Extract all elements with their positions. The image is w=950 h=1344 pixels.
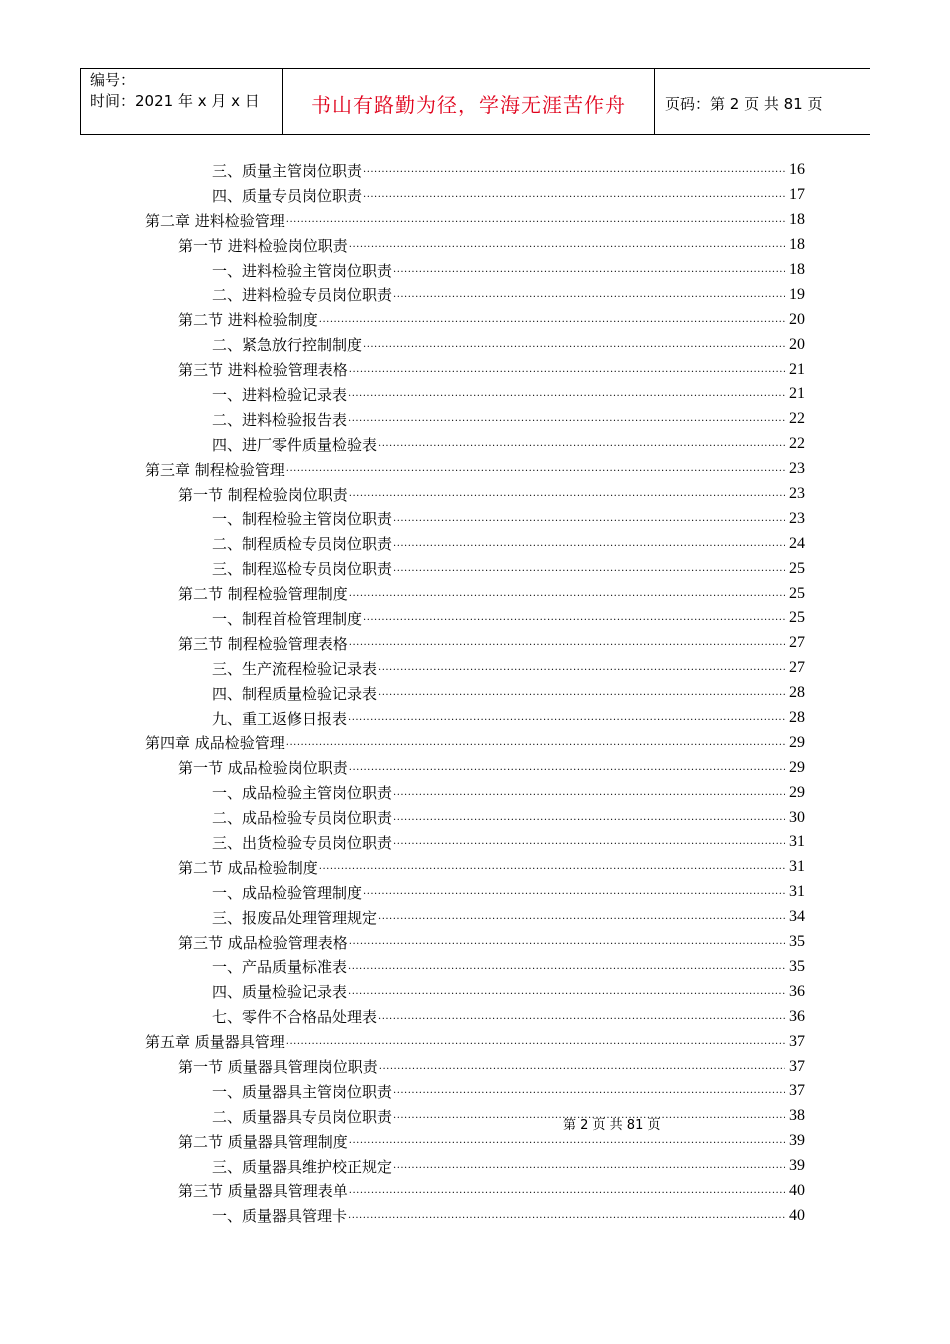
toc-entry-label: 三、出货检验专员岗位职责 <box>212 833 393 852</box>
toc-entry-label: 第四章 成品检验管理 <box>145 734 285 753</box>
toc-entry-label: 第二节 制程检验管理制度 <box>178 585 348 604</box>
toc-entry-label: 七、零件不合格品处理表 <box>212 1008 378 1027</box>
toc-entry-page: 23 <box>789 509 805 527</box>
toc-entry[interactable] <box>0 905 805 930</box>
toc-dot-leader <box>378 684 785 702</box>
toc-entry-label: 第一节 成品检验岗位职责 <box>178 759 348 778</box>
toc-dot-leader <box>349 634 785 652</box>
toc-dot-leader <box>286 734 785 752</box>
toc-entry-page: 27 <box>789 634 805 652</box>
toc-dot-leader <box>349 361 785 379</box>
toc-entry[interactable] <box>0 1154 805 1179</box>
toc-dot-leader <box>393 261 785 279</box>
toc-entry-page: 37 <box>789 1032 805 1050</box>
toc-dot-leader <box>349 759 785 777</box>
toc-entry[interactable] <box>0 930 805 955</box>
header-page-info <box>655 69 870 134</box>
toc-entry[interactable] <box>0 979 805 1004</box>
toc-dot-leader <box>393 1157 785 1175</box>
toc-entry-label: 一、产品质量标准表 <box>212 958 348 977</box>
toc-entry-label: 四、质量检验记录表 <box>212 983 348 1002</box>
toc-entry-label: 四、制程质量检验记录表 <box>212 684 378 703</box>
toc-entry-page: 31 <box>789 883 805 901</box>
toc-entry-label: 第三节 制程检验管理表格 <box>178 634 348 653</box>
toc-entry[interactable] <box>0 233 805 258</box>
toc-entry-page: 25 <box>789 609 805 627</box>
toc-entry-page: 35 <box>789 933 805 951</box>
toc-dot-leader <box>393 833 785 851</box>
toc-entry[interactable] <box>0 1004 805 1029</box>
toc-entry-page: 23 <box>789 460 805 478</box>
toc-dot-leader <box>378 659 785 677</box>
toc-entry[interactable] <box>0 506 805 531</box>
toc-dot-leader <box>363 336 785 354</box>
toc-entry-page: 24 <box>789 534 805 552</box>
toc-entry-label: 二、成品检验专员岗位职责 <box>212 809 393 828</box>
toc-entry-label: 一、进料检验记录表 <box>212 385 348 404</box>
toc-entry-page: 17 <box>789 186 805 204</box>
toc-entry-page: 21 <box>789 360 805 378</box>
toc-entry-page: 20 <box>789 310 805 328</box>
toc-entry-page: 23 <box>789 485 805 503</box>
toc-entry[interactable] <box>0 1104 805 1129</box>
page-header <box>80 68 870 135</box>
toc-entry-page: 40 <box>789 1206 805 1224</box>
toc-entry-page: 21 <box>789 385 805 403</box>
toc-entry-label: 第三节 质量器具管理表单 <box>178 1182 348 1201</box>
toc-entry[interactable] <box>0 208 805 233</box>
toc-entry-page: 25 <box>789 584 805 602</box>
toc-entry[interactable] <box>0 805 805 830</box>
toc-dot-leader <box>348 709 785 727</box>
toc-entry-label: 二、质量器具专员岗位职责 <box>212 1107 393 1126</box>
toc-entry-label: 四、质量专员岗位职责 <box>212 186 363 205</box>
toc-entry-page: 25 <box>789 559 805 577</box>
toc-entry[interactable] <box>0 780 805 805</box>
toc-entry[interactable] <box>0 457 805 482</box>
toc-entry-page: 37 <box>789 1057 805 1075</box>
toc-entry[interactable] <box>0 282 805 307</box>
toc-dot-leader <box>393 809 785 827</box>
toc-entry[interactable] <box>0 755 805 780</box>
toc-entry-page: 39 <box>789 1157 805 1175</box>
toc-entry[interactable] <box>0 1029 805 1054</box>
toc-entry[interactable] <box>0 1179 805 1204</box>
toc-entry[interactable] <box>0 855 805 880</box>
toc-dot-leader <box>363 186 785 204</box>
toc-dot-leader <box>319 858 785 876</box>
toc-entry[interactable] <box>0 407 805 432</box>
toc-entry[interactable] <box>0 307 805 332</box>
toc-dot-leader <box>393 784 785 802</box>
toc-entry-page: 18 <box>789 211 805 229</box>
toc-entry-label: 第五章 质量器具管理 <box>145 1033 285 1052</box>
toc-entry[interactable] <box>0 730 805 755</box>
toc-entry-label: 一、制程检验主管岗位职责 <box>212 510 393 529</box>
toc-entry-page: 39 <box>789 1132 805 1150</box>
toc-dot-leader <box>393 510 785 528</box>
toc-entry-page: 22 <box>789 435 805 453</box>
toc-entry-page: 27 <box>789 659 805 677</box>
toc-entry-page: 29 <box>789 733 805 751</box>
toc-entry-label: 二、进料检验报告表 <box>212 410 348 429</box>
toc-entry-label: 第一节 进料检验岗位职责 <box>178 236 348 255</box>
toc-entry-page: 36 <box>789 982 805 1000</box>
toc-entry-label: 第三节 进料检验管理表格 <box>178 361 348 380</box>
toc-entry-label: 二、紧急放行控制制度 <box>212 336 363 355</box>
toc-entry[interactable] <box>0 706 805 731</box>
toc-entry[interactable] <box>0 656 805 681</box>
toc-entry-page: 16 <box>789 161 805 179</box>
toc-entry[interactable] <box>0 482 805 507</box>
toc-entry[interactable] <box>0 830 805 855</box>
toc-entry[interactable] <box>0 681 805 706</box>
toc-entry-label: 第二节 成品检验制度 <box>178 858 318 877</box>
toc-dot-leader <box>348 958 785 976</box>
toc-dot-leader <box>286 211 785 229</box>
toc-dot-leader <box>363 609 785 627</box>
toc-entry[interactable] <box>0 1203 805 1228</box>
toc-dot-leader <box>286 1033 785 1051</box>
toc-entry-page: 37 <box>789 1082 805 1100</box>
toc-dot-leader <box>319 311 785 329</box>
toc-entry[interactable] <box>0 531 805 556</box>
toc-entry-label: 第三节 成品检验管理表格 <box>178 933 348 952</box>
toc-dot-leader <box>348 1207 785 1225</box>
toc-dot-leader <box>349 1182 785 1200</box>
toc-entry-label: 一、质量器具管理卡 <box>212 1207 348 1226</box>
toc-entry[interactable] <box>0 581 805 606</box>
toc-entry-page: 20 <box>789 335 805 353</box>
toc-dot-leader <box>349 485 785 503</box>
doc-number-label: 编号： <box>90 71 136 89</box>
toc-dot-leader <box>349 1132 785 1150</box>
toc-entry-label: 二、制程质检专员岗位职责 <box>212 535 393 554</box>
toc-entry-label: 第一节 质量器具管理岗位职责 <box>178 1058 378 1076</box>
toc-dot-leader <box>363 883 785 901</box>
toc-dot-leader <box>378 1008 785 1026</box>
toc-entry[interactable] <box>0 158 805 183</box>
toc-entry-page: 38 <box>789 1107 805 1125</box>
toc-entry-page: 18 <box>789 236 805 254</box>
toc-entry[interactable] <box>0 432 805 457</box>
toc-entry-label: 九、重工返修日报表 <box>212 709 348 728</box>
table-of-contents <box>0 158 950 1228</box>
toc-dot-leader <box>286 460 785 478</box>
toc-dot-leader <box>363 161 785 179</box>
time-label: 时间：2021 年 x 月 x 日 <box>90 92 260 110</box>
toc-entry-label: 第一节 制程检验岗位职责 <box>178 485 348 504</box>
toc-dot-leader <box>348 410 785 428</box>
toc-dot-leader <box>378 435 785 453</box>
toc-entry[interactable] <box>0 556 805 581</box>
toc-dot-leader <box>393 535 785 553</box>
toc-entry-label: 一、制程首检管理制度 <box>212 609 363 628</box>
toc-entry-label: 一、质量器具主管岗位职责 <box>212 1082 393 1101</box>
toc-dot-leader <box>349 236 785 254</box>
page-info: 页码：第 2 页 共 81 页 <box>665 95 823 113</box>
toc-entry-page: 40 <box>789 1181 805 1199</box>
toc-entry-label: 一、成品检验管理制度 <box>212 883 363 902</box>
toc-entry-page: 36 <box>789 1007 805 1025</box>
toc-entry-label: 三、质量器具维护校正规定 <box>212 1157 393 1176</box>
toc-dot-leader <box>378 908 785 926</box>
toc-entry-page: 22 <box>789 410 805 428</box>
toc-entry-page: 19 <box>789 285 805 303</box>
toc-dot-leader <box>379 1058 785 1076</box>
toc-dot-leader <box>393 286 785 304</box>
toc-entry-page: 29 <box>789 783 805 801</box>
toc-entry-page: 34 <box>789 908 805 926</box>
toc-entry-label: 二、进料检验专员岗位职责 <box>212 286 393 305</box>
toc-entry[interactable] <box>0 357 805 382</box>
toc-entry[interactable] <box>0 880 805 905</box>
toc-entry-label: 第二节 质量器具管理制度 <box>178 1132 348 1151</box>
toc-entry[interactable] <box>0 258 805 283</box>
toc-entry-label: 三、质量主管岗位职责 <box>212 161 363 180</box>
toc-entry-page: 30 <box>789 808 805 826</box>
toc-dot-leader <box>349 933 785 951</box>
toc-entry-page: 18 <box>789 261 805 278</box>
toc-entry-label: 第二章 进料检验管理 <box>145 211 285 230</box>
toc-entry[interactable] <box>0 1079 805 1104</box>
toc-entry[interactable] <box>0 382 805 407</box>
toc-entry-page: 28 <box>789 684 805 702</box>
toc-entry-label: 第二节 进料检验制度 <box>178 311 318 330</box>
toc-dot-leader <box>393 560 785 578</box>
toc-entry[interactable] <box>0 606 805 631</box>
toc-entry-page: 31 <box>789 858 805 876</box>
toc-dot-leader <box>348 983 785 1001</box>
toc-entry-label: 三、生产流程检验记录表 <box>212 659 378 678</box>
page-footer-overlay: 第 2 页 共 81 页 <box>563 1118 661 1133</box>
motto: 书山有路勤为径，学海无涯苦作舟 <box>311 93 626 117</box>
toc-entry-label: 一、进料检验主管岗位职责 <box>212 261 393 280</box>
toc-dot-leader <box>349 585 785 603</box>
toc-entry-label: 第三章 制程检验管理 <box>145 460 285 479</box>
toc-entry-page: 35 <box>789 957 805 975</box>
toc-entry[interactable] <box>0 183 805 208</box>
toc-entry-label: 一、成品检验主管岗位职责 <box>212 784 393 803</box>
toc-entry[interactable] <box>0 1054 805 1079</box>
toc-entry[interactable] <box>0 1129 805 1154</box>
header-meta <box>81 69 283 134</box>
toc-entry-page: 29 <box>789 758 805 776</box>
toc-entry-label: 三、报废品处理管理规定 <box>212 908 378 927</box>
toc-entry-label: 四、进厂零件质量检验表 <box>212 435 378 454</box>
toc-entry[interactable] <box>0 955 805 980</box>
toc-dot-leader <box>393 1082 785 1100</box>
header-motto-cell <box>283 69 655 134</box>
toc-dot-leader <box>348 385 785 403</box>
toc-entry-page: 28 <box>789 709 805 727</box>
toc-entry-page: 31 <box>789 833 805 851</box>
toc-entry-label: 三、制程巡检专员岗位职责 <box>212 560 393 579</box>
toc-entry[interactable] <box>0 631 805 656</box>
toc-entry[interactable] <box>0 332 805 357</box>
